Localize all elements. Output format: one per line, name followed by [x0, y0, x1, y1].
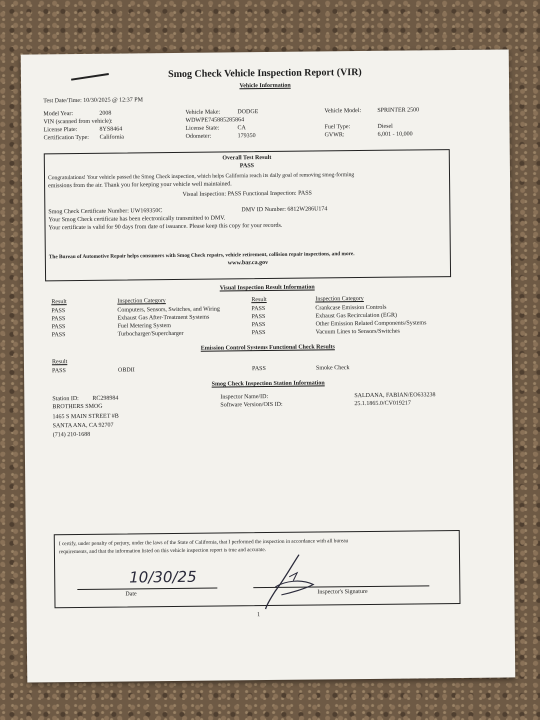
visual-result: PASS [251, 314, 266, 321]
model-year-label: Model Year: [43, 111, 74, 118]
test-datetime: Test Date/Time: 10/30/2025 @ 12:37 PM [43, 97, 143, 105]
visual-result: PASS [251, 330, 266, 337]
license-state-label: License State: [185, 125, 220, 132]
emission-item: Smoke Check [315, 365, 350, 372]
license-plate-value: 8YS8464 [99, 126, 123, 133]
signature-label: Inspector's Signature [317, 588, 368, 596]
visual-result: PASS [251, 306, 266, 313]
certificate-number: Smog Check Certificate Number: UW169350C [48, 208, 163, 216]
fuel-type-value: Diesel [377, 123, 393, 130]
transmitted-note: Your Smog Check certificate has been electronically transmitted to DMV. [48, 215, 226, 224]
bureau-website: www.bar.ca.gov [227, 259, 269, 267]
station-street: 1465 S MAIN STREET #B [52, 413, 119, 421]
visual-category: Other Emission Related Components/Systems [315, 320, 427, 328]
license-state-value: CA [237, 125, 246, 132]
handwritten-date: 10/30/25 [129, 567, 197, 587]
visual-result: PASS [251, 322, 266, 329]
license-plate-label: License Plate: [43, 126, 78, 134]
station-id-value: RC298984 [92, 395, 119, 402]
visual-category: Vacuum Lines to Sensors/Switches [315, 328, 400, 336]
overall-result-box [44, 149, 451, 281]
fuel-type-label: Fuel Type: [324, 124, 351, 131]
make-value: DODGE [237, 109, 259, 116]
emission-result: PASS [52, 368, 66, 375]
date-label: Date [125, 591, 137, 598]
certification-text-2: requirements, and that the information listed on this vehicle inspection report is true and accurate. [58, 547, 267, 556]
station-phone: (714) 210-1688 [52, 431, 91, 439]
emission-result: PASS [252, 366, 266, 373]
dmv-id-number: DMV ID Number: 6812W286U174 [241, 206, 328, 214]
model-value: SPRINTER 2500 [377, 107, 420, 114]
inspector-value: SALDANA, FABIAN/EO633238 [354, 392, 436, 400]
emission-item: OBDII [118, 367, 135, 374]
gvwr-label: GVWR: [324, 132, 345, 139]
overall-result-heading: Overall Test Result [222, 154, 272, 162]
visual-category: Crankcase Emission Controls [315, 304, 387, 312]
visual-result: PASS [51, 324, 66, 331]
visual-col-category-right: Inspection Category [315, 295, 364, 303]
vehicle-info-heading: Vehicle Information [239, 82, 291, 90]
visual-category: Computers, Sensors, Switches, and Wiring [117, 306, 220, 314]
visual-category: Fuel Metering System [117, 323, 171, 330]
inspection-report-paper [21, 49, 516, 682]
visual-col-result-left: Result [51, 299, 67, 306]
cert-type-value: California [99, 134, 124, 141]
odometer-value: 179350 [237, 133, 256, 140]
model-year-value: 2008 [99, 110, 112, 117]
inspector-signature-icon [261, 550, 322, 611]
congratulations-line-2: emissions from the air. Thank you for keeping your vehicle well maintained. [48, 181, 232, 190]
model-label: Vehicle Model: [324, 108, 362, 115]
odometer-label: Odometer: [185, 133, 212, 140]
overall-result-pass: PASS [239, 163, 255, 170]
emission-check-heading: Emission Control Systems Functional Check Results [200, 344, 335, 352]
visual-result: PASS [51, 308, 66, 315]
station-info-heading: Smog Check Inspection Station Information [211, 380, 325, 388]
visual-inspection-heading: Visual Inspection Result Information [219, 284, 315, 292]
emission-col-result: Result [51, 359, 68, 366]
cert-type-label: Certification Type: [43, 134, 89, 142]
make-label: Vehicle Make: [185, 109, 221, 116]
visual-category: Exhaust Gas After-Treatment Systems [117, 314, 210, 322]
station-city: SANTA ANA, CA 92707 [52, 422, 114, 430]
inspector-label: Inspector Name/ID: [220, 394, 269, 401]
visual-functional-result: Visual Inspection: PASS Functional Inspection: PASS [182, 190, 312, 198]
visual-col-result-right: Result [251, 297, 267, 304]
visual-result: PASS [51, 332, 66, 339]
date-line [77, 588, 217, 590]
visual-category: Turbocharger/Supercharger [117, 330, 184, 338]
congratulations-line-1: Congratulations! Your vehicle passed the Smog Check inspection, which helps California reach its daily goal of removing smog-forming [47, 172, 355, 182]
page-number: 1 [257, 612, 261, 619]
certification-text-1: I certify, under penalty of perjury, under the laws of the State of California, that I performed the inspection in accordance with all bureau [58, 538, 349, 548]
certification-box [54, 530, 461, 608]
visual-result: PASS [51, 316, 66, 323]
software-label: Software Version/OIS ID: [220, 401, 283, 409]
station-id-label: Station ID: [52, 395, 79, 403]
visual-category: Exhaust Gas Recirculation (EGR) [315, 312, 397, 320]
report-title: Smog Check Vehicle Inspection Report (VIR) [168, 67, 362, 81]
bureau-note: The Bureau of Automotive Repair helps consumers with Smog Check repairs, vehicle retirement, collision repair inspections, and more. [48, 251, 355, 261]
gvwr-value: 6,001 - 10,000 [377, 131, 413, 138]
station-name: BROTHERS SMOG [52, 403, 103, 411]
vin-label: VIN (scanned from vehicle): [43, 118, 113, 126]
vin-value: WDWPE745885285864 [185, 117, 245, 124]
visual-col-category-left: Inspection Category [117, 298, 166, 305]
software-value: 25.1.1865.0/CV019217 [354, 400, 411, 408]
validity-note: Your certificate is valid for 90 days from date of issuance. Please keep this copy for your records. [48, 222, 283, 232]
